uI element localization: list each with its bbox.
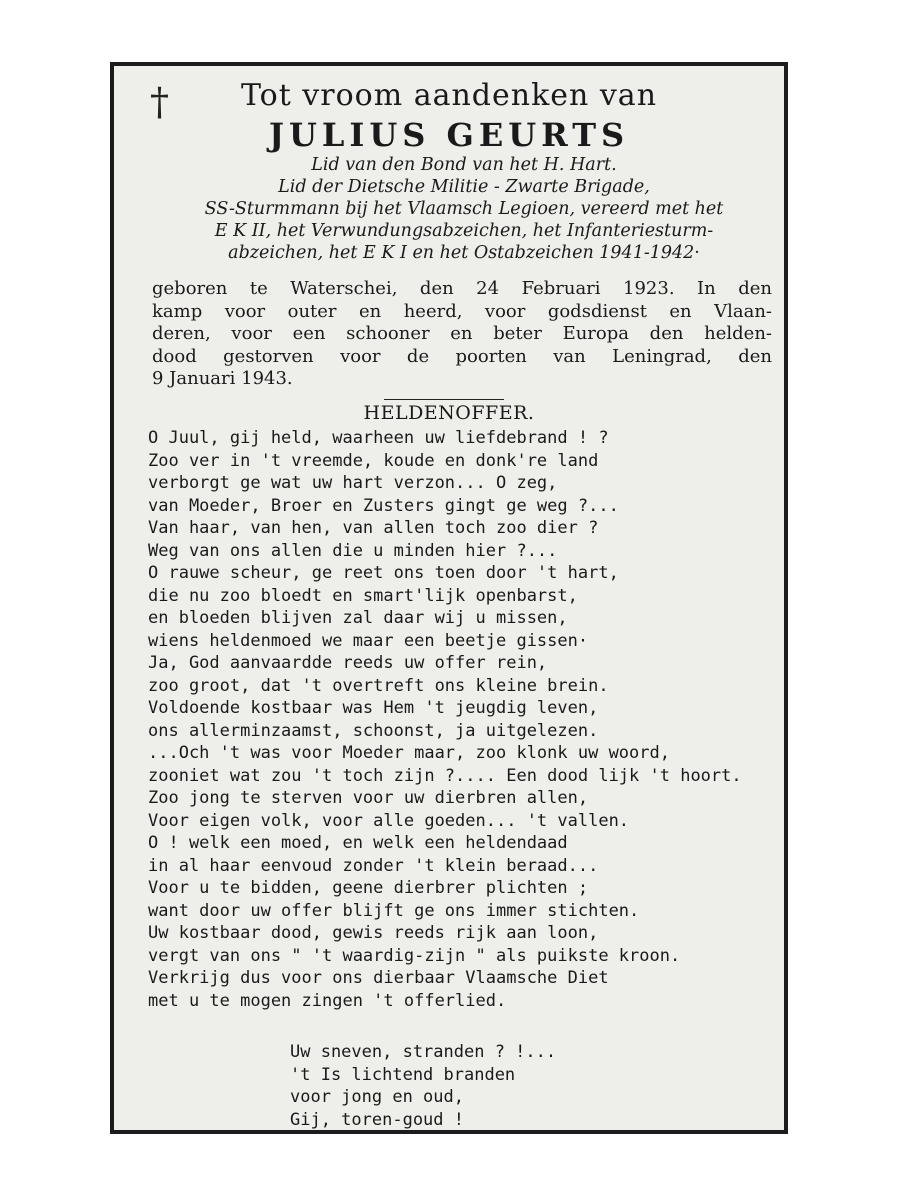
coda-line: Uw sneven, stranden ? !... bbox=[290, 1042, 557, 1062]
poem-line: O Juul, gij held, waarheen uw liefdebrand ! ? bbox=[148, 428, 609, 448]
memorial-card bbox=[110, 62, 788, 1134]
poem-line: vergt van ons " 't waardig-zijn " als puikste kroon. bbox=[148, 945, 681, 966]
poem-line: zooniet wat zou 't toch zijn ?.... Een dood lijk 't hoort. bbox=[148, 765, 742, 786]
poem-line: O rauwe scheur, ge reet ons toen door 't hart, bbox=[148, 563, 619, 583]
coda-line: 't Is lichtend branden bbox=[290, 1064, 516, 1085]
poem-line: ...Och 't was voor Moeder maar, zoo klonk uw woord, bbox=[148, 743, 670, 763]
poem-line: ons allerminzaamst, schoonst, ja uitgelezen. bbox=[148, 720, 599, 741]
deceased-name: JULIUS GEURTS bbox=[268, 116, 630, 154]
poem-block bbox=[148, 427, 778, 1012]
poem-line: want door uw offer blijft ge ons immer stichten. bbox=[148, 900, 640, 921]
separator-line bbox=[384, 399, 504, 400]
bio-line: kamp voor outer en heerd, voor godsdienst en Vlaan- bbox=[152, 300, 772, 322]
poem-line: Uw kostbaar dood, gewis reeds rijk aan loon, bbox=[148, 923, 599, 943]
poem-line: Zoo jong te sterven voor uw dierbren allen, bbox=[148, 788, 589, 808]
poem-line: O ! welk een moed, en welk een heldendaad bbox=[148, 833, 568, 853]
bio-line: dood gestorven voor de poorten van Leningrad, den bbox=[152, 345, 772, 367]
poem-line: en bloeden blijven zal daar wij u missen, bbox=[148, 608, 568, 628]
honor-line: Lid der Dietsche Militie - Zwarte Brigade, bbox=[278, 177, 650, 197]
card-title: Tot vroom aandenken van bbox=[240, 78, 658, 113]
poem-line: Voor eigen volk, voor alle goeden... 't vallen. bbox=[148, 810, 630, 831]
coda-line: voor jong en oud, bbox=[290, 1087, 464, 1107]
poem-line: Van haar, van hen, van allen toch zoo dier ? bbox=[148, 518, 599, 538]
poem-line: Ja, God aanvaardde reeds uw offer rein, bbox=[148, 653, 548, 673]
poem-title: HELDENOFFER. bbox=[363, 402, 535, 424]
poem-line: verborgt ge wat uw hart verzon... O zeg, bbox=[148, 473, 558, 493]
bio-line: 9 Januari 1943. bbox=[152, 368, 293, 389]
poem-line: in al haar eenvoud zonder 't klein beraad... bbox=[148, 855, 599, 876]
poem-line: Zoo ver in 't vreemde, koude en donk're land bbox=[148, 450, 599, 471]
poem-line: zoo groot, dat 't overtreft ons kleine brein. bbox=[148, 675, 609, 696]
poem-line: wiens heldenmoed we maar een beetje gissen· bbox=[148, 630, 589, 651]
poem-line: die nu zoo bloedt en smart'lijk openbarst, bbox=[148, 585, 578, 606]
poem-line: Voor u te bidden, geene dierbrer plichten ; bbox=[148, 878, 589, 898]
cross-icon: † bbox=[150, 80, 169, 124]
poem-line: van Moeder, Broer en Zusters gingt ge weg ?... bbox=[148, 495, 619, 516]
poem-line: Verkrijg dus voor ons dierbaar Vlaamsche Diet bbox=[148, 968, 609, 988]
coda-line: Gij, toren-goud ! bbox=[290, 1109, 464, 1130]
honor-line: E K II, het Verwundungsabzeichen, het Infanteriesturm- bbox=[214, 221, 714, 241]
poem-line: met u te mogen zingen 't offerlied. bbox=[148, 990, 507, 1011]
poem-line: Weg van ons allen die u minden hier ?... bbox=[148, 540, 558, 561]
biography-block bbox=[152, 278, 772, 391]
bio-line: geboren te Waterschei, den 24 Februari 1923. In den bbox=[152, 278, 772, 299]
honor-line: abzeichen, het E K I en het Ostabzeichen 1941-1942· bbox=[228, 243, 700, 263]
honor-line: SS-Sturmmann bij het Vlaamsch Legioen, vereerd met het bbox=[204, 199, 724, 219]
coda-block bbox=[290, 1041, 710, 1131]
honor-line: Lid van den Bond van het H. Hart. bbox=[311, 155, 617, 175]
poem-line: Voldoende kostbaar was Hem 't jeugdig leven, bbox=[148, 698, 599, 718]
honors-block bbox=[154, 154, 774, 264]
bio-line: deren, voor een schooner en beter Europa den helden- bbox=[152, 323, 772, 344]
